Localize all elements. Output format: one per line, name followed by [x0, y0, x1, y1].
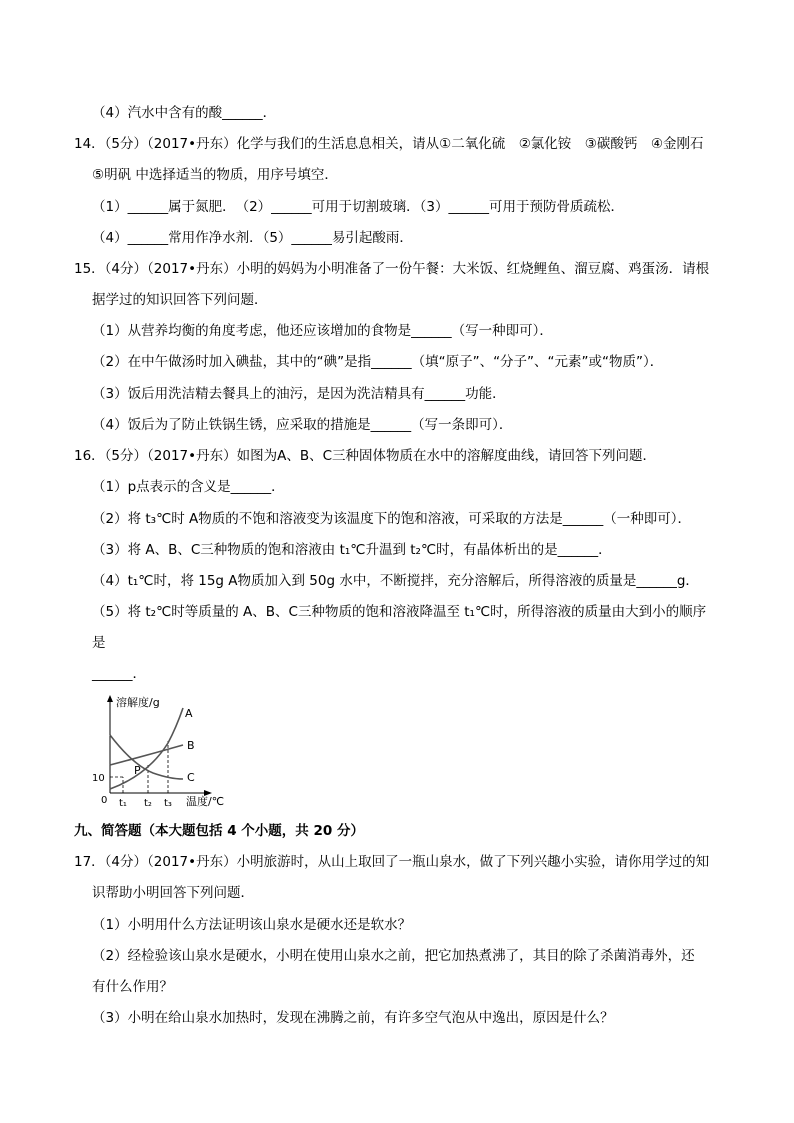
text-line-17: （5）将 t₂℃时等质量的 A、B、C三种物质的饱和溶液降温至 t₁℃时，所得溶液的质量由大到小的顺序: [92, 604, 707, 620]
solubility-curve-figure: [88, 693, 238, 810]
text-line-3: ⑤明矾 中选择适当的物质，用序号填空．: [92, 167, 338, 183]
text-line-21: 17．（4分）（2017•丹东）小明旅游时，从山上取回了一瓶山泉水，做了下列兴趣小实验，请你用学过的知: [74, 854, 710, 870]
x-tick-t2: t₂: [144, 798, 152, 809]
text-line-4: （1）______属于氮肥． （2）______可用于切割玻璃．（3）______可用于预防骨质疏松．: [92, 199, 625, 215]
text-line-23: （1）小明用什么方法证明该山泉水是硬水还是软水？: [92, 917, 412, 933]
text-line-5: （4）______常用作净水剂．（5）______易引起酸雨．: [92, 230, 413, 246]
curve-b-label: B: [187, 739, 195, 752]
text-line-22: 识帮助小明回答下列问题．: [92, 885, 254, 901]
y-tick-10: 10: [92, 773, 105, 784]
point-p-label: P: [134, 764, 141, 777]
text-line-10: （3）饭后用洗洁精去餐具上的油污，是因为洗洁精具有______功能．: [92, 386, 506, 402]
origin-label: 0: [101, 795, 108, 806]
text-line-6: 15．（4分）（2017•丹东）小明的妈妈为小明准备了一份午餐：大米饭、红烧鲤鱼、溜豆腐、鸡蛋汤．请根: [74, 261, 710, 277]
curve-c: [110, 735, 183, 779]
text-line-26: （3）小明在给山泉水加热时，发现在沸腾之前，有许多空气泡从中逸出，原因是什么？: [92, 1010, 614, 1026]
text-line-25: 有什么作用？: [92, 979, 173, 995]
text-line-20: 九、简答题（本大题包括 4 个小题，共 20 分）: [74, 823, 364, 839]
text-line-1: （4）汽水中含有的酸______．: [92, 105, 277, 121]
x-axis-label: 温度/℃: [186, 795, 225, 808]
text-line-16: （4）t₁℃时，将 15g A物质加入到 50g 水中，不断搅拌，充分溶解后，所得溶液的质量是______g．: [92, 573, 699, 589]
text-line-11: （4）饭后为了防止铁锅生锈，应采取的措施是______（写一条即可）．: [92, 417, 513, 433]
y-axis-arrow: [107, 695, 113, 702]
y-axis-label: 溶解度/g: [116, 696, 160, 709]
curve-a-label: A: [185, 707, 193, 720]
text-line-19: ______．: [92, 666, 146, 682]
text-line-15: （3）将 A、B、C三种物质的饱和溶液由 t₁℃升温到 t₂℃时，有晶体析出的是______．: [92, 542, 612, 558]
text-line-12: 16．（5分）（2017•丹东）如图为A、B、C三种固体物质在水中的溶解度曲线，请回答下列问题．: [74, 448, 657, 464]
text-line-7: 据学过的知识回答下列问题．: [92, 292, 268, 308]
text-line-14: （2）将 t₃℃时 A物质的不饱和溶液变为该温度下的饱和溶液，可采取的方法是______（一种即可）．: [92, 511, 692, 527]
text-line-9: （2）在中午做汤时加入碘盐，其中的“碘”是指______（填“原子”、“分子”、“元素”或“物质”）．: [92, 354, 664, 370]
text-line-2: 14．（5分）（2017•丹东）化学与我们的生活息息相关，请从①二氧化硫 ②氯化铵 ③碳酸钙 ④金刚石: [74, 136, 704, 152]
x-tick-t3: t₃: [164, 798, 172, 809]
text-line-24: （2）经检验该山泉水是硬水，小明在使用山泉水之前，把它加热煮沸了，其目的除了杀菌消毒外，还: [92, 948, 695, 964]
curve-c-label: C: [187, 771, 195, 784]
x-tick-t1: t₁: [119, 798, 127, 809]
text-line-8: （1）从营养均衡的角度考虑，他还应该增加的食物是______（写一种即可）．: [92, 323, 553, 339]
text-line-13: （1）p点表示的含义是______．: [92, 479, 285, 495]
text-line-18: 是: [92, 635, 106, 651]
